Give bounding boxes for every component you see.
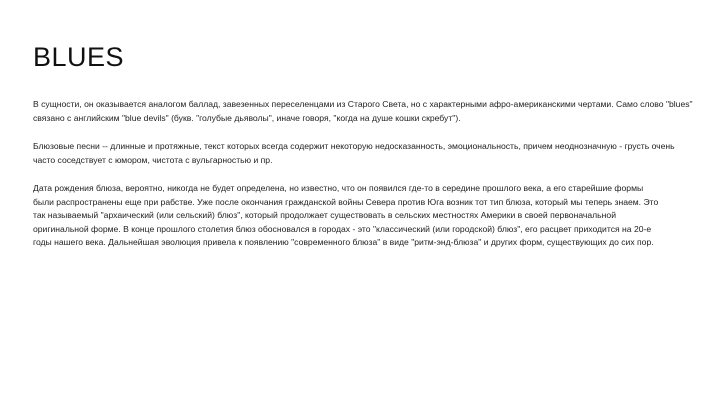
slide-title: BLUES (33, 42, 125, 72)
paragraph-character: Блюзовые песни -- длинные и протяжные, текст которых всегда содержит некоторую недосказанность, эмоциональность, причем неоднозначную - грусть очень часто соседствует с юмором, чистота с вульгарностью и пр. (33, 141, 675, 165)
paragraph-history: Дата рождения блюза, вероятно, никогда не будет определена, но известно, что он появился где-то в середине прошлого века, а его старейшие формы были распространены еще при рабстве. Уже после окончания гражданской войны Севера против Юга возник тот тип блюза, который мы теперь знаем. Это так называемый "архаический (или сельский) блюз", который продолжает существовать в сельских местностях Америки в своей первоначальной оригинальной форме. В конце прошлого столетия блюз обосновался в городах - это "классический (или городской) блюз", его расцвет приходится на 20-е годы нашего века. Дальнейшая эволюция привела к появлению "современного блюза" в виде "ритм-энд-блюза" и других форм, существующих до сих пор. (33, 183, 659, 247)
paragraph-origin: В сущности, он оказывается аналогом баллад, завезенных переселенцами из Старого Света, но с характерными афро-американскими чертами. Само слово "blues" связано с английским "blue devils" (букв. "голубые дьяволы", иначе говоря, "когда на душе кошки скребут"). (33, 99, 693, 123)
slide-body (33, 98, 693, 265)
